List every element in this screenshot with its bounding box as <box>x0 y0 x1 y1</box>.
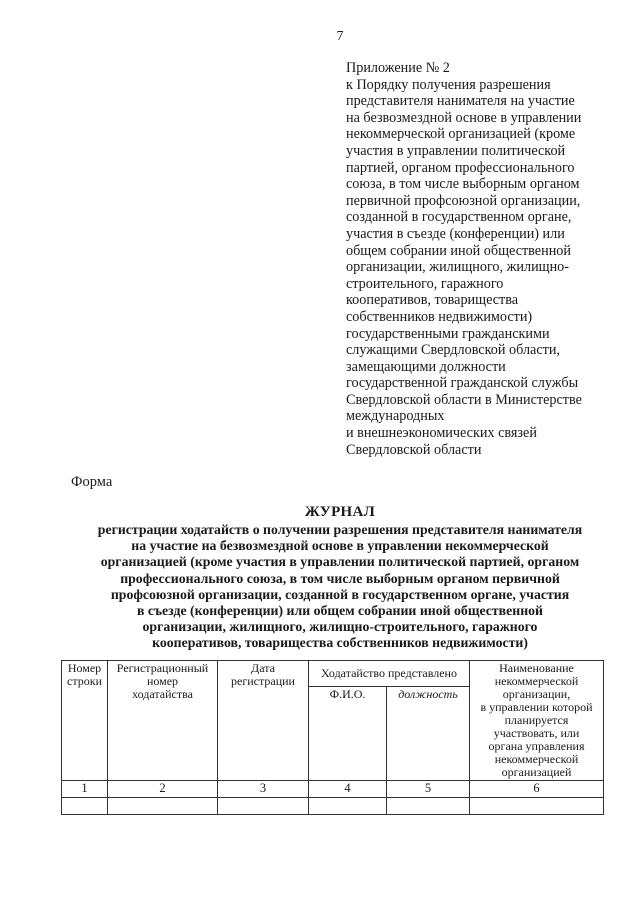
appendix-line: участия в управлении политической <box>346 142 566 159</box>
appendix-block <box>346 60 616 458</box>
form-label: Форма <box>71 474 113 490</box>
appendix-line: к Порядку получения разрешения <box>346 76 551 93</box>
subtitle-line: кооперативов, товарищества собственников недвижимости) <box>152 635 528 651</box>
appendix-line: строительного, гаражного <box>346 275 504 292</box>
appendix-line: кооперативов, товарищества <box>346 292 519 309</box>
header-org-name: Наименование некоммерческой организации, в управлении которой планируется участвовать, или органа управления некоммерческой организацией <box>470 661 604 781</box>
appendix-line: созданной в государственном органе, <box>346 209 572 226</box>
appendix-line: на безвозмездной основе в управлении <box>346 109 582 126</box>
journal-subtitle <box>60 522 620 652</box>
appendix-line: собственников недвижимости) <box>346 308 533 325</box>
subtitle-line: в съезде (конференции) или общем собрании иной общественной <box>136 603 543 619</box>
header-position: должность <box>387 687 470 781</box>
empty-cell <box>309 798 387 815</box>
column-number: 6 <box>470 781 604 798</box>
header-fio: Ф.И.О. <box>309 687 387 781</box>
subtitle-line: профсоюзной организации, созданной в государственном органе, участия <box>110 586 570 602</box>
appendix-line: замещающими должности <box>346 358 506 375</box>
appendix-line: государственными гражданскими <box>346 325 550 342</box>
subtitle-line: профессионального союза, в том числе выборным органом первичной <box>120 570 560 586</box>
appendix-line: международных <box>346 408 445 425</box>
column-number: 1 <box>62 781 108 798</box>
column-number: 3 <box>218 781 309 798</box>
subtitle-line: организацией (кроме участия в управлении политической партией, органом <box>100 554 580 570</box>
appendix-line: партией, органом профессионального <box>346 159 575 176</box>
subtitle-line: на участие на безвозмездной основе в управлении некоммерческой <box>131 538 549 554</box>
appendix-line: участия в съезде (конференции) или <box>346 225 565 242</box>
table-row <box>62 798 604 815</box>
appendix-line: Свердловской области <box>346 441 482 458</box>
empty-cell <box>218 798 309 815</box>
table-header-row <box>62 661 604 687</box>
header-petition-group: Ходатайство представлено <box>309 661 470 687</box>
appendix-line: некоммерческой организацией (кроме <box>346 126 576 143</box>
appendix-line: первичной профсоюзной организации, <box>346 192 581 209</box>
column-number: 5 <box>387 781 470 798</box>
empty-cell <box>470 798 604 815</box>
appendix-line: Свердловской области в Министерстве <box>346 391 582 408</box>
empty-cell <box>108 798 218 815</box>
appendix-line: государственной гражданской службы <box>346 375 579 392</box>
empty-cell <box>387 798 470 815</box>
appendix-line: и внешнеэкономических связей <box>346 425 537 442</box>
header-reg-number: Регистрационный номер ходатайства <box>108 661 218 781</box>
header-row-number: Номер строки <box>62 661 108 781</box>
subtitle-line: организации, жилищного, жилищно-строительного, гаражного <box>142 619 538 635</box>
empty-cell <box>62 798 108 815</box>
subtitle-line: регистрации ходатайств о получении разрешения представителя нанимателя <box>97 522 583 537</box>
appendix-line: служащими Свердловской области, <box>346 342 560 359</box>
appendix-line: организации, жилищного, жилищно- <box>346 259 569 276</box>
header-reg-date: Дата регистрации <box>218 661 309 781</box>
appendix-line: представителя нанимателя на участие <box>346 93 575 110</box>
appendix-line: Приложение № 2 <box>346 60 450 76</box>
page-number: 7 <box>336 29 344 44</box>
appendix-line: союза, в том числе выборным органом <box>346 176 580 193</box>
registration-table <box>61 660 604 815</box>
column-number: 2 <box>108 781 218 798</box>
column-number-row <box>62 781 604 798</box>
column-number: 4 <box>309 781 387 798</box>
journal-title: ЖУРНАЛ <box>304 504 376 520</box>
appendix-line: общем собрании иной общественной <box>346 242 571 259</box>
